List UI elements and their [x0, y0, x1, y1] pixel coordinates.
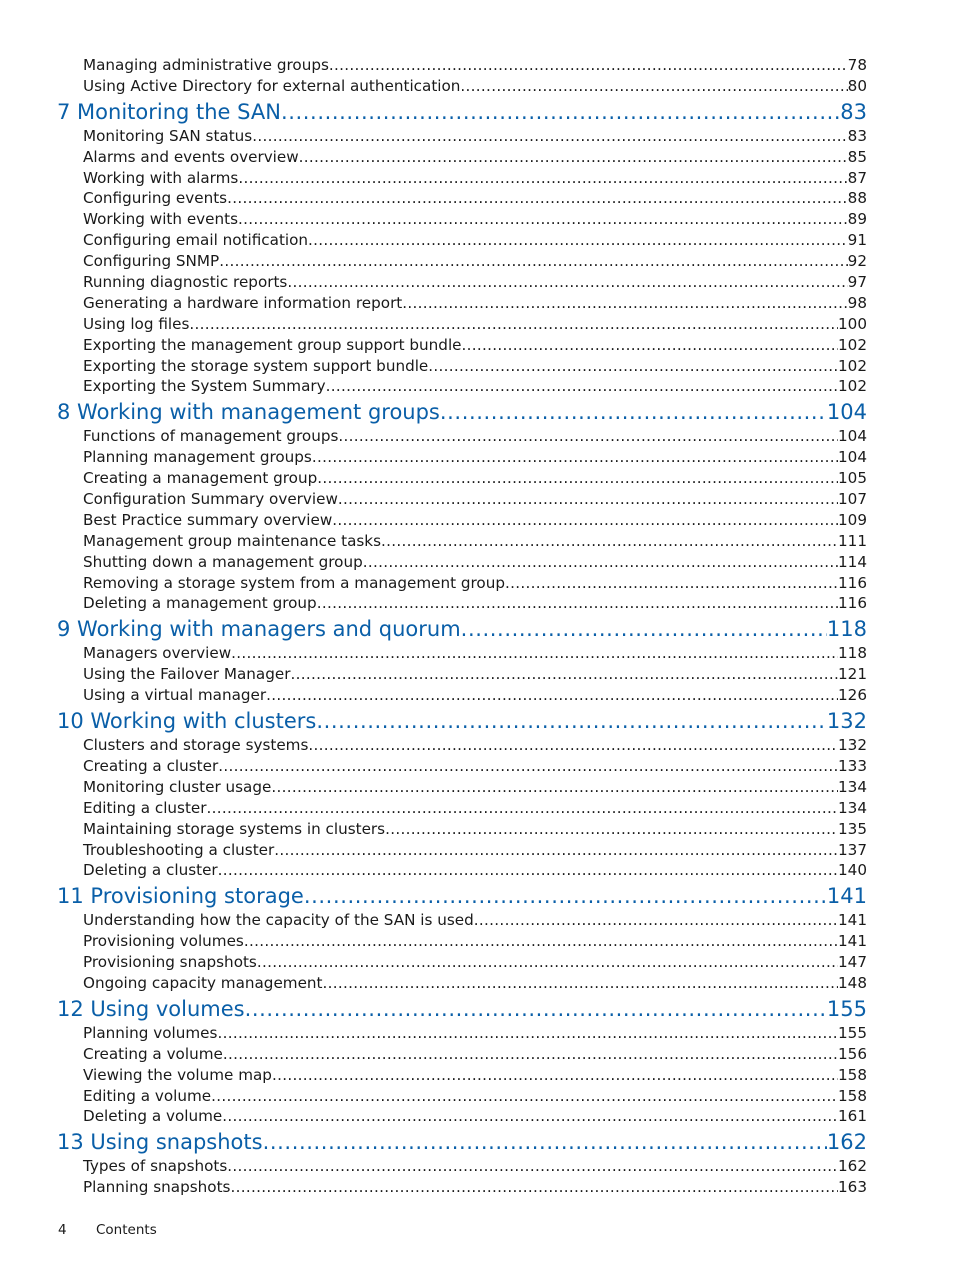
toc-entry-page: 161: [838, 1107, 867, 1126]
toc-entry-page: 105: [838, 469, 867, 488]
toc-entry-page: 97: [847, 273, 867, 292]
toc-dot-leader: [189, 314, 838, 335]
toc-section-entry[interactable]: [57, 447, 867, 468]
toc-entry-page: 104: [838, 427, 867, 446]
toc-dot-leader: [238, 168, 847, 189]
toc-chapter-entry[interactable]: [57, 1128, 867, 1156]
toc-dot-leader: [263, 1128, 827, 1156]
toc-dot-leader: [231, 643, 838, 664]
toc-entry-title: Configuring email notification: [83, 231, 309, 250]
toc-entry-page: 80: [847, 76, 867, 95]
toc-entry-page: 114: [838, 552, 867, 571]
toc-section-entry[interactable]: [57, 76, 867, 97]
toc-dot-leader: [218, 756, 838, 777]
toc-chapter-entry[interactable]: [57, 995, 867, 1023]
toc-section-entry[interactable]: [57, 426, 867, 447]
toc-entry-title: 9 Working with managers and quorum: [57, 617, 461, 642]
toc-dot-leader: [428, 356, 838, 377]
toc-section-entry[interactable]: [57, 910, 867, 931]
toc-dot-leader: [460, 76, 847, 97]
toc-entry-page: 100: [838, 314, 867, 333]
toc-section-entry[interactable]: [57, 531, 867, 552]
toc-dot-leader: [227, 188, 848, 209]
toc-entry-page: 156: [838, 1044, 867, 1063]
toc-dot-leader: [244, 931, 838, 952]
toc-entry-page: 158: [838, 1086, 867, 1105]
toc-section-entry[interactable]: [57, 735, 867, 756]
toc-section-entry[interactable]: [57, 931, 867, 952]
toc-dot-leader: [238, 209, 848, 230]
toc-dot-leader: [317, 593, 838, 614]
toc-entry-title: Understanding how the capacity of the SAN is used: [83, 911, 474, 930]
toc-entry-title: Working with alarms: [83, 168, 239, 187]
toc-dot-leader: [252, 126, 847, 147]
toc-dot-leader: [281, 98, 840, 126]
toc-chapter-entry[interactable]: [57, 98, 867, 126]
toc-entry-page: 141: [826, 884, 867, 909]
toc-dot-leader: [338, 489, 838, 510]
toc-section-entry[interactable]: [57, 819, 867, 840]
toc-dot-leader: [381, 531, 838, 552]
toc-dot-leader: [402, 293, 847, 314]
toc-entry-page: 155: [838, 1023, 867, 1042]
toc-dot-leader: [317, 468, 838, 489]
toc-dot-leader: [440, 398, 827, 426]
toc-entry-title: Maintaining storage systems in clusters: [83, 819, 386, 838]
toc-entry-page: 109: [838, 510, 867, 529]
toc-section-entry[interactable]: [57, 952, 867, 973]
toc-entry-title: Exporting the System Summary: [83, 377, 326, 396]
toc-dot-leader: [230, 1177, 838, 1198]
toc-entry-page: 102: [838, 335, 867, 354]
toc-entry-page: 137: [838, 840, 867, 859]
toc-entry-title: Planning snapshots: [83, 1178, 231, 1197]
footer-section-label: Contents: [96, 1222, 157, 1238]
toc-entry-page: 118: [826, 617, 867, 642]
toc-entry-page: 91: [847, 231, 867, 250]
toc-entry-title: Ongoing capacity management: [83, 973, 323, 992]
toc-dot-leader: [274, 840, 838, 861]
toc-entry-page: 111: [838, 531, 867, 550]
toc-entry-title: Creating a volume: [83, 1044, 223, 1063]
toc-entry-title: Using log files: [83, 314, 190, 333]
toc-entry-title: Alarms and events overview: [83, 147, 299, 166]
toc-dot-leader: [257, 952, 838, 973]
toc-entry-page: 147: [838, 953, 867, 972]
toc-entry-title: Monitoring SAN status: [83, 126, 253, 145]
toc-dot-leader: [329, 55, 848, 76]
toc-entry-page: 89: [847, 210, 867, 229]
table-of-contents: [57, 55, 867, 1198]
toc-section-entry[interactable]: [57, 840, 867, 861]
toc-entry-page: 162: [826, 1130, 867, 1155]
toc-dot-leader: [316, 707, 827, 735]
toc-entry-title: Creating a cluster: [83, 756, 219, 775]
toc-section-entry[interactable]: [57, 1065, 867, 1086]
toc-dot-leader: [304, 882, 827, 910]
toc-dot-leader: [462, 335, 838, 356]
toc-section-entry[interactable]: [57, 756, 867, 777]
toc-entry-title: 12 Using volumes: [57, 996, 245, 1021]
toc-dot-leader: [266, 685, 838, 706]
toc-entry-title: Deleting a management group: [83, 594, 317, 613]
toc-entry-title: Planning volumes: [83, 1023, 218, 1042]
toc-entry-page: 102: [838, 356, 867, 375]
toc-section-entry[interactable]: [57, 643, 867, 664]
toc-entry-page: 162: [838, 1157, 867, 1176]
toc-dot-leader: [299, 147, 848, 168]
toc-dot-leader: [312, 447, 838, 468]
toc-chapter-entry[interactable]: [57, 398, 867, 426]
toc-section-entry[interactable]: [57, 777, 867, 798]
toc-section-entry[interactable]: [57, 1177, 867, 1198]
toc-dot-leader: [227, 1156, 838, 1177]
toc-entry-title: Configuring events: [83, 189, 228, 208]
toc-entry-title: Exporting the management group support bundle: [83, 335, 462, 354]
toc-section-entry[interactable]: [57, 1106, 867, 1127]
toc-dot-leader: [271, 777, 838, 798]
toc-entry-title: Management group maintenance tasks: [83, 531, 382, 550]
toc-entry-page: 163: [838, 1178, 867, 1197]
toc-entry-title: Generating a hardware information report: [83, 293, 403, 312]
toc-entry-title: Running diagnostic reports: [83, 273, 288, 292]
toc-entry-page: 132: [838, 736, 867, 755]
toc-dot-leader: [222, 1106, 838, 1127]
toc-section-entry[interactable]: [57, 147, 867, 168]
toc-entry-title: 10 Working with clusters: [57, 709, 317, 734]
toc-section-entry[interactable]: [57, 251, 867, 272]
toc-section-entry[interactable]: [57, 1156, 867, 1177]
toc-section-entry[interactable]: [57, 376, 867, 397]
toc-dot-leader: [219, 251, 847, 272]
toc-section-entry[interactable]: [57, 510, 867, 531]
toc-entry-page: 148: [838, 973, 867, 992]
toc-section-entry[interactable]: [57, 973, 867, 994]
toc-section-entry[interactable]: [57, 335, 867, 356]
toc-section-entry[interactable]: [57, 293, 867, 314]
toc-section-entry[interactable]: [57, 685, 867, 706]
toc-entry-page: 134: [838, 798, 867, 817]
toc-entry-title: 7 Monitoring the SAN: [57, 99, 281, 124]
toc-section-entry[interactable]: [57, 468, 867, 489]
toc-entry-title: Removing a storage system from a management group: [83, 573, 505, 592]
toc-entry-title: Using a virtual manager: [83, 686, 267, 705]
toc-entry-page: 83: [847, 126, 867, 145]
toc-entry-page: 134: [838, 777, 867, 796]
toc-entry-page: 132: [826, 709, 867, 734]
toc-section-entry[interactable]: [57, 356, 867, 377]
toc-dot-leader: [474, 910, 838, 931]
toc-entry-page: 78: [847, 56, 867, 74]
toc-dot-leader: [323, 973, 838, 994]
toc-entry-title: Exporting the storage system support bundle: [83, 356, 429, 375]
toc-entry-page: 104: [838, 448, 867, 467]
toc-chapter-entry[interactable]: [57, 882, 867, 910]
toc-entry-page: 98: [847, 293, 867, 312]
toc-dot-leader: [308, 230, 848, 251]
toc-dot-leader: [363, 552, 838, 573]
toc-section-entry[interactable]: [57, 593, 867, 614]
toc-dot-leader: [338, 426, 838, 447]
toc-entry-title: Functions of management groups: [83, 427, 339, 446]
toc-entry-title: Planning management groups: [83, 448, 312, 467]
toc-dot-leader: [287, 272, 847, 293]
toc-section-entry[interactable]: [57, 664, 867, 685]
toc-entry-title: Working with events: [83, 210, 238, 229]
toc-section-entry[interactable]: [57, 55, 867, 76]
toc-section-entry[interactable]: [57, 1023, 867, 1044]
toc-dot-leader: [461, 615, 827, 643]
toc-entry-page: 133: [838, 756, 867, 775]
toc-entry-page: 121: [838, 665, 867, 684]
toc-entry-title: Configuration Summary overview: [83, 490, 338, 509]
toc-dot-leader: [211, 1086, 838, 1107]
toc-dot-leader: [245, 995, 827, 1023]
toc-entry-title: 13 Using snapshots: [57, 1130, 263, 1155]
toc-entry-title: Configuring SNMP: [83, 252, 220, 271]
footer-page-number: 4: [58, 1222, 67, 1238]
toc-section-entry[interactable]: [57, 573, 867, 594]
toc-section-entry[interactable]: [57, 230, 867, 251]
toc-entry-title: Managers overview: [83, 644, 232, 663]
toc-dot-leader: [385, 819, 838, 840]
toc-entry-page: 104: [826, 400, 867, 425]
toc-entry-page: 158: [838, 1065, 867, 1084]
toc-entry-title: 11 Provisioning storage: [57, 884, 304, 909]
toc-entry-page: 155: [826, 996, 867, 1021]
toc-section-entry[interactable]: [57, 489, 867, 510]
toc-dot-leader: [217, 1023, 838, 1044]
toc-entry-title: Types of snapshots: [83, 1157, 228, 1176]
toc-entry-page: 141: [838, 932, 867, 951]
toc-entry-title: Provisioning volumes: [83, 932, 244, 951]
toc-dot-leader: [223, 1044, 838, 1065]
toc-entry-title: Using Active Directory for external authentication: [83, 76, 461, 95]
toc-dot-leader: [326, 376, 838, 397]
toc-entry-title: Provisioning snapshots: [83, 953, 257, 972]
toc-section-entry[interactable]: [57, 1086, 867, 1107]
toc-entry-title: Deleting a volume: [83, 1107, 223, 1126]
toc-section-entry[interactable]: [57, 798, 867, 819]
toc-entry-title: Best Practice summary overview: [83, 510, 333, 529]
toc-section-entry[interactable]: [57, 314, 867, 335]
toc-entry-title: Using the Failover Manager: [83, 665, 291, 684]
toc-entry-page: 141: [838, 911, 867, 930]
toc-entry-title: Deleting a cluster: [83, 861, 218, 880]
toc-entry-title: Monitoring cluster usage: [83, 777, 272, 796]
toc-entry-title: Clusters and storage systems: [83, 736, 309, 755]
toc-section-entry[interactable]: [57, 188, 867, 209]
toc-entry-title: 8 Working with management groups: [57, 400, 440, 425]
toc-entry-page: 87: [847, 168, 867, 187]
toc-entry-page: 92: [847, 252, 867, 271]
toc-section-entry[interactable]: [57, 272, 867, 293]
toc-entry-title: Viewing the volume map: [83, 1065, 272, 1084]
toc-section-entry[interactable]: [57, 209, 867, 230]
toc-dot-leader: [308, 735, 838, 756]
toc-section-entry[interactable]: [57, 1044, 867, 1065]
toc-entry-page: 135: [838, 819, 867, 838]
toc-entry-page: 83: [840, 99, 867, 124]
toc-entry-title: Shutting down a management group: [83, 552, 363, 571]
toc-entry-title: Troubleshooting a cluster: [83, 840, 275, 859]
toc-dot-leader: [290, 664, 838, 685]
toc-entry-page: 102: [838, 377, 867, 396]
toc-entry-page: 140: [838, 861, 867, 880]
toc-entry-page: 107: [838, 490, 867, 509]
toc-entry-page: 85: [847, 147, 867, 166]
toc-section-entry[interactable]: [57, 126, 867, 147]
toc-section-entry[interactable]: [57, 168, 867, 189]
toc-dot-leader: [332, 510, 838, 531]
toc-section-entry[interactable]: [57, 552, 867, 573]
toc-entry-title: Editing a volume: [83, 1086, 212, 1105]
toc-dot-leader: [207, 798, 838, 819]
toc-section-entry[interactable]: [57, 860, 867, 881]
toc-entry-title: Editing a cluster: [83, 798, 207, 817]
toc-dot-leader: [218, 860, 838, 881]
toc-dot-leader: [505, 573, 838, 594]
toc-entry-page: 118: [838, 644, 867, 663]
toc-entry-page: 88: [847, 189, 867, 208]
toc-entry-title: Managing administrative groups: [83, 56, 329, 74]
page-footer: [58, 1222, 157, 1238]
toc-chapter-entry[interactable]: [57, 707, 867, 735]
toc-entry-page: 116: [838, 594, 867, 613]
toc-entry-title: Creating a management group: [83, 469, 318, 488]
toc-entry-page: 126: [838, 686, 867, 705]
toc-entry-page: 116: [838, 573, 867, 592]
toc-dot-leader: [272, 1065, 838, 1086]
toc-chapter-entry[interactable]: [57, 615, 867, 643]
